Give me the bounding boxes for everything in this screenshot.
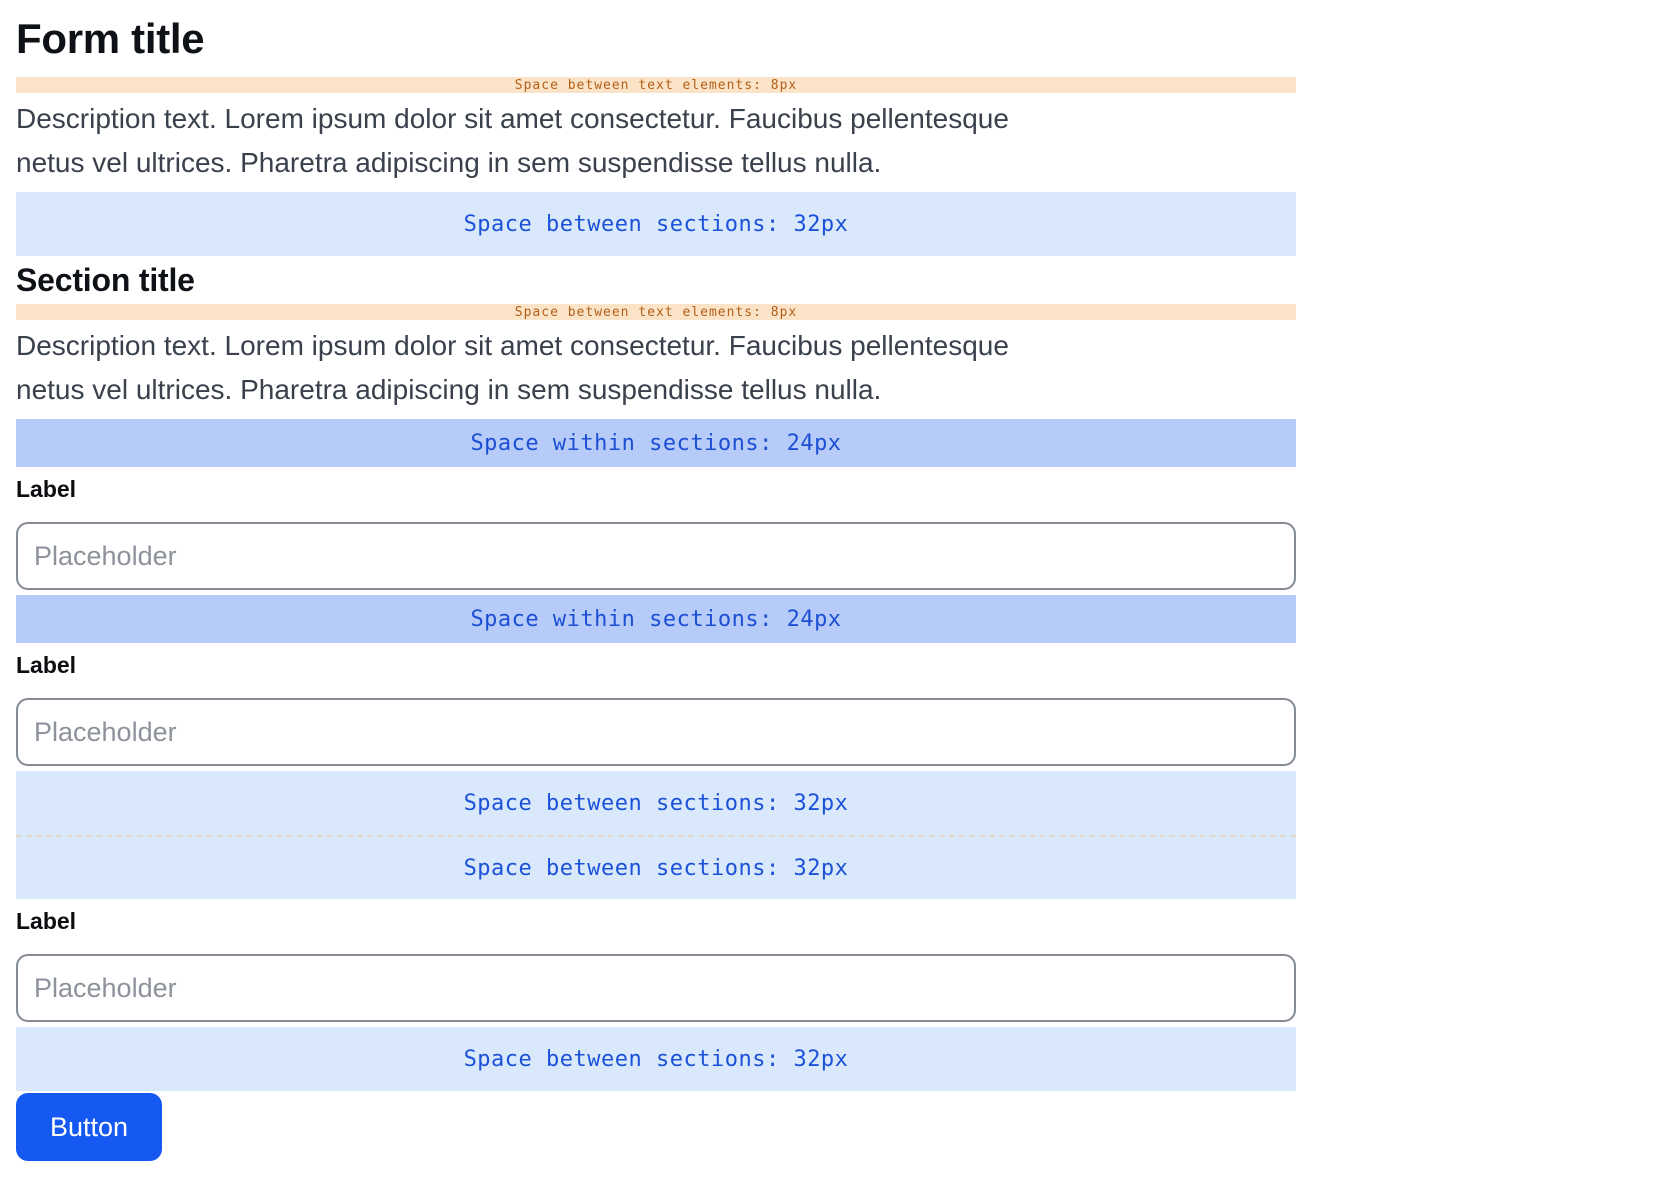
field-label-3: Label <box>16 908 77 934</box>
section-title: Section title <box>16 262 195 298</box>
field-label-1: Label <box>16 476 77 502</box>
spacer-between-sections: Space between sections: 32px <box>16 1027 1296 1091</box>
text-input-3[interactable] <box>16 954 1296 1022</box>
spacer-within-sections: Space within sections: 24px <box>16 595 1296 643</box>
description-line: netus vel ultrices. Pharetra adipiscing in sem suspendisse tellus nulla. <box>16 147 882 178</box>
text-input-1[interactable] <box>16 522 1296 590</box>
description-line: Description text. Lorem ipsum dolor sit amet consectetur. Faucibus pellentesque <box>16 103 1009 134</box>
field-label-2: Label <box>16 652 77 678</box>
form-description <box>16 97 1296 185</box>
spacer-text-elements: Space between text elements: 8px <box>16 77 1296 93</box>
spacer-within-sections: Space within sections: 24px <box>16 419 1296 467</box>
text-input-2[interactable] <box>16 698 1296 766</box>
description-line: Description text. Lorem ipsum dolor sit amet consectetur. Faucibus pellentesque <box>16 330 1009 361</box>
description-line: netus vel ultrices. Pharetra adipiscing in sem suspendisse tellus nulla. <box>16 374 882 405</box>
submit-button[interactable]: Button <box>16 1093 162 1161</box>
form-title: Form title <box>16 15 205 62</box>
section-description <box>16 324 1296 412</box>
spacer-text-elements: Space between text elements: 8px <box>16 304 1296 320</box>
spacer-between-sections: Space between sections: 32px <box>16 192 1296 256</box>
form-spacing-spec <box>16 0 1296 1161</box>
spacer-between-sections: Space between sections: 32px <box>16 771 1296 835</box>
spacer-between-sections: Space between sections: 32px <box>16 835 1296 899</box>
